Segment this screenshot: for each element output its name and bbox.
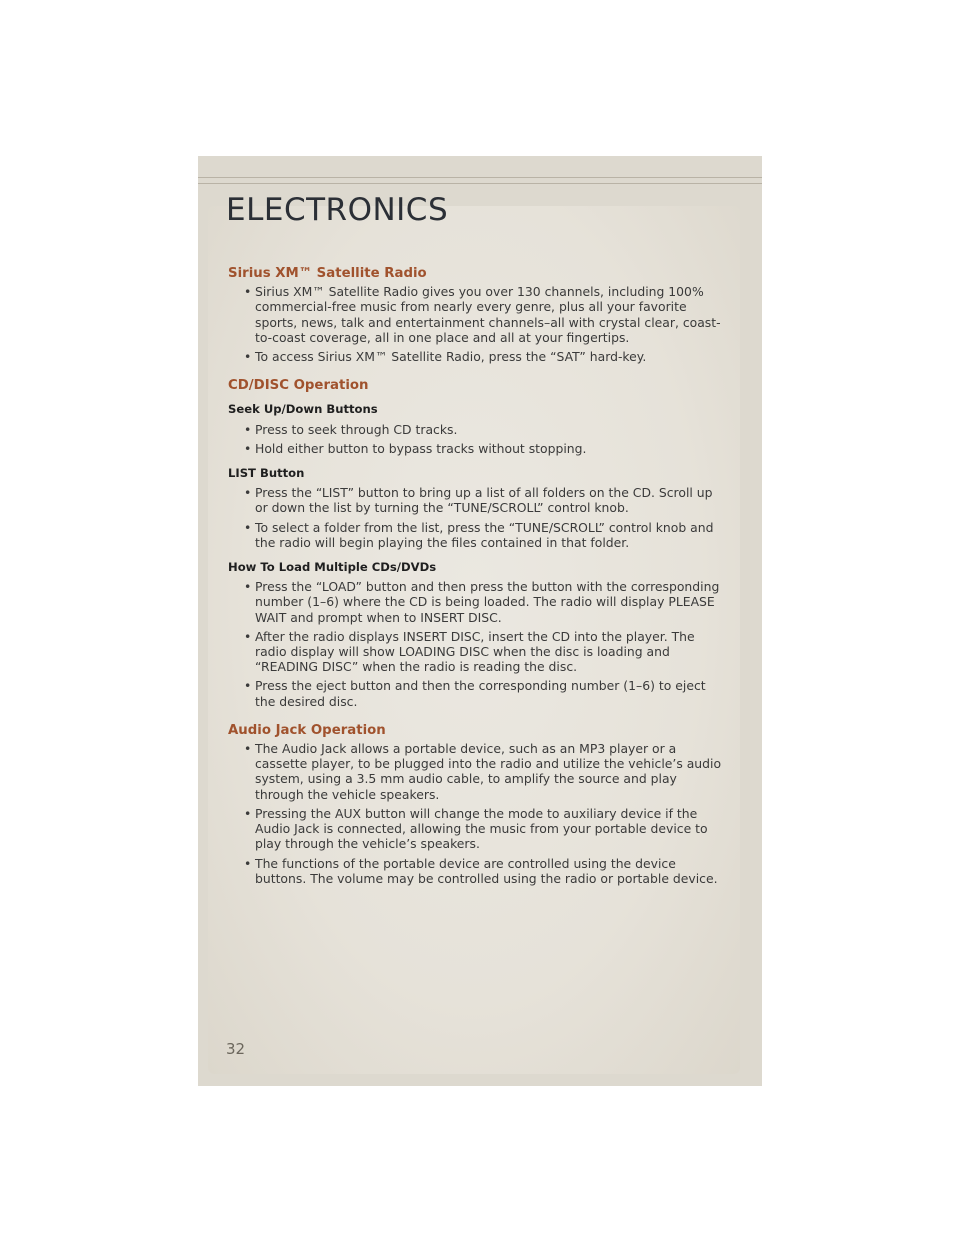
audio-list: [228, 741, 728, 886]
list-item: • The Audio Jack allows a portable device, such as an MP3 player or a cassette player, to be plugged into the radio and utilize the vehicle’s audio system, using a 3.5 mm audio cable, to amplify the source and play through the vehicle speakers.: [232, 741, 728, 802]
list-item: • Pressing the AUX button will change the mode to auxiliary device if the Audio Jack is connected, allowing the music from your portable device to play through the vehicle’s speakers.: [232, 806, 728, 852]
heading-audio-jack: Audio Jack Operation: [228, 722, 386, 738]
list-item: • Press the “LIST” button to bring up a list of all folders on the CD. Scroll up or down the list by turning the “TUNE/SCROLL” control knob.: [232, 485, 728, 515]
page-number: 32: [226, 1040, 246, 1058]
heading-cd: CD/DISC Operation: [228, 378, 369, 394]
list-item: • Hold either button to bypass tracks without stopping.: [232, 441, 728, 456]
sirius-list: [228, 284, 728, 364]
header-rule-top: [198, 177, 762, 178]
subheading-list: LIST Button: [228, 466, 305, 481]
list-item: • To select a folder from the list, press the “TUNE/SCROLL” control knob and the radio will begin playing the files contained in that folder.: [232, 520, 728, 550]
heading-sirius: Sirius XM™ Satellite Radio: [228, 266, 427, 281]
manual-page: [198, 156, 762, 1086]
list-item: • The functions of the portable device are controlled using the device buttons. The volume may be controlled using the radio or portable device.: [232, 856, 728, 886]
list-item: • Press the eject button and then the corresponding number (1–6) to eject the desired disc.: [232, 678, 728, 708]
subheading-load: How To Load Multiple CDs/DVDs: [228, 560, 437, 575]
subheading-seek: Seek Up/Down Buttons: [228, 402, 378, 417]
list-item: • Press to seek through CD tracks.: [232, 422, 728, 437]
list-item: • Press the “LOAD” button and then press the button with the corresponding number (1–6) where the CD is being loaded. The radio will display PLEASE WAIT and prompt when to INSERT DISC.: [232, 579, 728, 625]
list-item: • To access Sirius XM™ Satellite Radio, press the “SAT” hard-key.: [232, 349, 728, 364]
seek-list: [228, 422, 728, 456]
list-button-list: [228, 485, 728, 550]
list-item: • After the radio displays INSERT DISC, insert the CD into the player. The radio display will show LOADING DISC when the disc is loading and “READING DISC” when the radio is reading the disc.: [232, 629, 728, 675]
section-title: ELECTRONICS: [226, 192, 449, 228]
header-rule-bottom: [198, 183, 762, 184]
list-item: • Sirius XM™ Satellite Radio gives you over 130 channels, including 100% commercial-free music from nearly every genre, plus all your favorite sports, news, talk and entertainment channels–all with crystal clear, coast-to-coast coverage, all in one place and all at your fingertips.: [232, 284, 728, 345]
page-content: [228, 266, 728, 890]
load-list: [228, 579, 728, 709]
